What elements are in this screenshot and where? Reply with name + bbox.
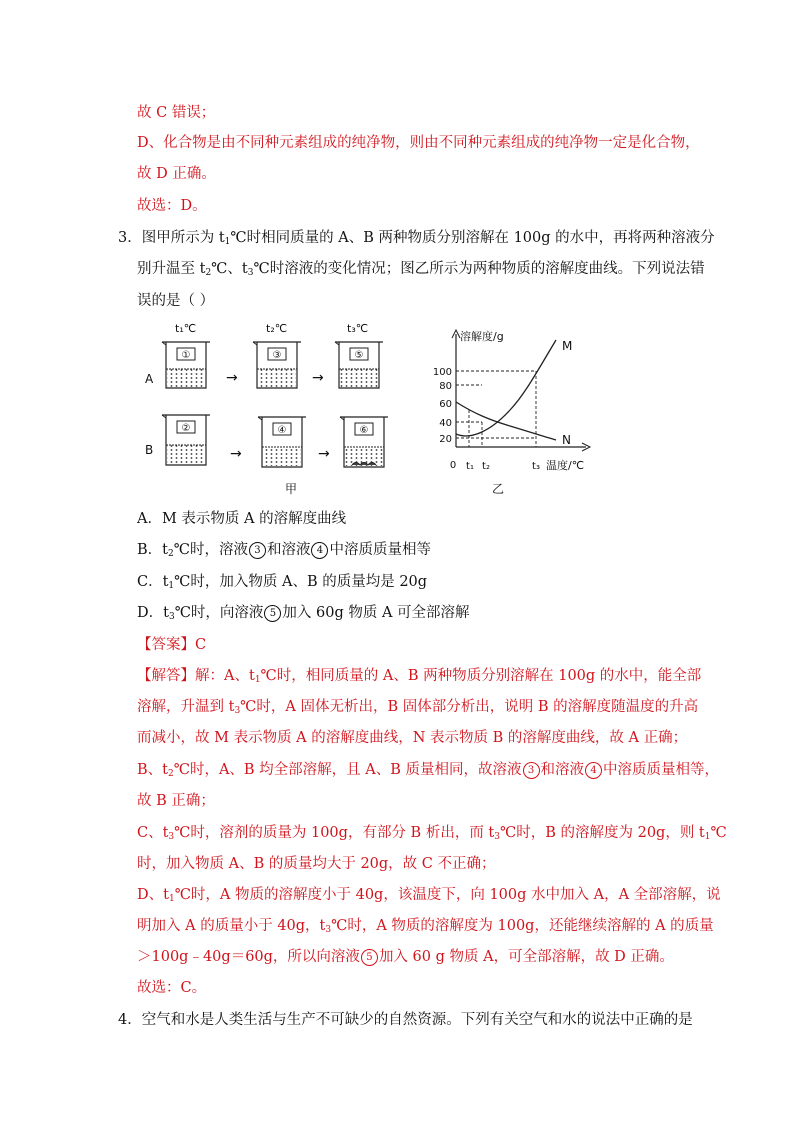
yi-xlabel: 温度/℃ [546,459,585,472]
beaker-3 [253,342,301,388]
circled-number: 3 [523,762,540,779]
analysis-text: 明加入 A 的质量小于 40g，t [137,918,326,934]
q3-stem-text: ℃时溶液的变化情况；图乙所示为两种物质的溶解度曲线。下列说法错 [253,261,705,277]
arrow-icon: → [226,370,238,386]
q3-stem-line-2 [137,260,705,282]
temp-label-t2: t₂℃ [266,322,288,335]
analysis-text: B、t [137,762,168,778]
x-tick: t₃ [532,461,540,472]
prev-line-1: 故 C 错误； [137,105,216,121]
sub: 2 [167,549,174,559]
circled-number: 4 [585,762,602,779]
option-text: C．t [137,574,169,590]
arrow-icon: → [318,446,330,462]
y-tick: 80 [439,381,452,392]
beaker-number: ② [181,423,191,434]
figure-jia-caption: 甲 [285,482,298,496]
analysis-line-4 [137,761,719,783]
analysis-line-10 [137,948,674,966]
sub: 1 [168,894,175,904]
answer-line: 【答案】C [137,637,207,653]
q3-stem-text: 图甲所示为 t [141,230,225,246]
beaker-number: ① [181,350,191,361]
option-c [137,573,427,595]
analysis-text: 溶解，升温到 t [137,699,235,715]
q3-stem-line-3: 误的是（ ） [137,293,215,309]
temp-label-t1: t₁℃ [175,322,197,335]
analysis-text: ℃时，相同质量的 A、B 两种物质分别溶解在 100g 的水中，能全部 [260,668,702,684]
prev-line-3: 故 D 正确。 [137,166,216,182]
circled-number: 4 [311,542,328,559]
beaker-number: ⑤ [354,350,364,361]
analysis-text: ＞100g﹣40g＝60g，所以向溶液 [137,949,360,965]
sub: 3 [168,612,175,622]
analysis-text: 加入 60 g 物质 A，可全部溶解，故 D 正确。 [378,949,674,965]
beaker-6 [340,417,388,467]
curve-n [456,402,556,440]
sub: 3 [234,706,241,716]
row-label-a: A [145,372,154,386]
option-text: 加入 60g 物质 A 可全部溶解 [282,605,470,621]
analysis-line-5: 故 B 正确； [137,793,215,809]
option-text: ℃时，溶液 [173,542,248,558]
sub: 1 [168,581,175,591]
beaker-number: ④ [277,425,287,436]
beaker-number: ③ [272,350,282,361]
sub: 3 [168,832,175,842]
sub: 1 [254,675,261,685]
analysis-text: ℃时，A 固体无析出，B 固体部分析出，说明 B 的溶解度随温度的升高 [240,699,699,715]
sub: 3 [494,832,500,842]
q3-stem-line-1 [118,229,715,251]
circled-number: 5 [264,605,281,622]
analysis-line-2 [137,698,698,720]
circled-number: 5 [361,949,378,966]
beaker-number: ⑥ [359,425,369,436]
analysis-text: ℃时，A 物质的溶解度为 100g，还能继续溶解的 A 的质量 [331,918,714,934]
q3-stem-text: ℃时相同质量的 A、B 两种物质分别溶解在 100g 的水中，再将两种溶液分 [230,230,715,246]
x-tick: t₂ [482,461,490,472]
beaker-2 [162,415,210,465]
curve-m [456,340,556,436]
analysis-line-7: 时，加入物质 A、B 的质量均大于 20g，故 C 不正确； [137,856,496,872]
analysis-text: ℃时，A 物质的溶解度小于 40g，该温度下，向 100g 水中加入 A，A 全部溶解，说 [174,887,721,903]
beaker-1 [162,342,210,388]
temp-label-t3: t₃℃ [347,322,369,335]
option-text: D．t [137,605,169,621]
analysis-line-1 [137,667,701,689]
analysis-text: D、t [137,887,169,903]
sub: 1 [224,237,231,247]
option-text: 中溶质质量相等 [329,542,431,558]
analysis-text: ℃时，B 的溶解度为 20g，则 t [500,825,705,841]
q3-number: 3． [118,230,142,246]
option-d [137,604,470,626]
sub: 3 [325,925,332,935]
x-tick: 0 [449,460,457,471]
option-a: A．M 表示物质 A 的溶解度曲线 [137,511,347,527]
sub: 1 [704,832,711,842]
q4-number: 4． [118,1012,142,1028]
x-tick: t₁ [466,461,474,472]
y-tick: 20 [439,434,452,445]
prev-line-2: D、化合物是由不同种元素组成的纯净物，则由不同种元素组成的纯净物一定是化合物， [137,135,700,151]
option-text: B．t [137,542,168,558]
arrow-icon: → [230,446,242,462]
figure-jia [140,312,400,502]
option-text: 和溶液 [266,542,311,558]
circled-number: 3 [249,542,266,559]
row-label-b: B [145,443,154,457]
analysis-text: ℃时，A、B 均全部溶解，且 A、B 质量相同，故溶液 [173,762,522,778]
y-tick: 40 [439,418,452,429]
analysis-text: C、t [137,825,169,841]
curve-label-n: N [562,433,571,447]
analysis-text: 中溶质质量相等， [603,762,720,778]
arrow-icon: → [312,370,324,386]
yi-ylabel: 溶解度/g [460,330,504,343]
beaker-5 [335,342,383,388]
option-b [137,541,431,563]
option-text: ℃时，向溶液 [174,605,264,621]
beaker-4 [258,417,306,467]
q3-stem-text: 别升温至 t [137,261,206,277]
y-tick: 60 [439,399,452,410]
curve-label-m: M [562,339,573,353]
q3-stem-text: ℃、t [211,261,248,277]
analysis-line-11: 故选：C。 [137,980,207,996]
figure-yi [420,322,620,500]
option-text: ℃时，加入物质 A、B 的质量均是 20g [174,574,428,590]
analysis-line-3: 而减小，故 M 表示物质 A 的溶解度曲线，N 表示物质 B 的溶解度曲线，故 A 正确； [137,730,688,746]
analysis-tag: 【解答】 [137,668,195,684]
q4-stem [118,1011,693,1029]
analysis-line-6 [137,824,727,846]
sub: 2 [205,268,212,278]
figure-yi-caption: 乙 [492,482,505,496]
prev-line-4: 故选：D。 [137,198,207,214]
analysis-text: ℃时，溶剂的质量为 100g，有部分 B 析出，而 t [174,825,495,841]
q4-stem-text: 空气和水是人类生活与生产不可缺少的自然资源。下列有关空气和水的说法中正确的是 [141,1012,693,1028]
analysis-line-8 [137,886,721,908]
analysis-text: ℃ [710,825,727,841]
analysis-text: 解：A、t [195,668,255,684]
y-tick: 100 [432,367,452,378]
sub: 3 [247,268,254,278]
analysis-line-9 [137,917,714,939]
analysis-text: 和溶液 [540,762,585,778]
sub: 2 [167,769,174,779]
